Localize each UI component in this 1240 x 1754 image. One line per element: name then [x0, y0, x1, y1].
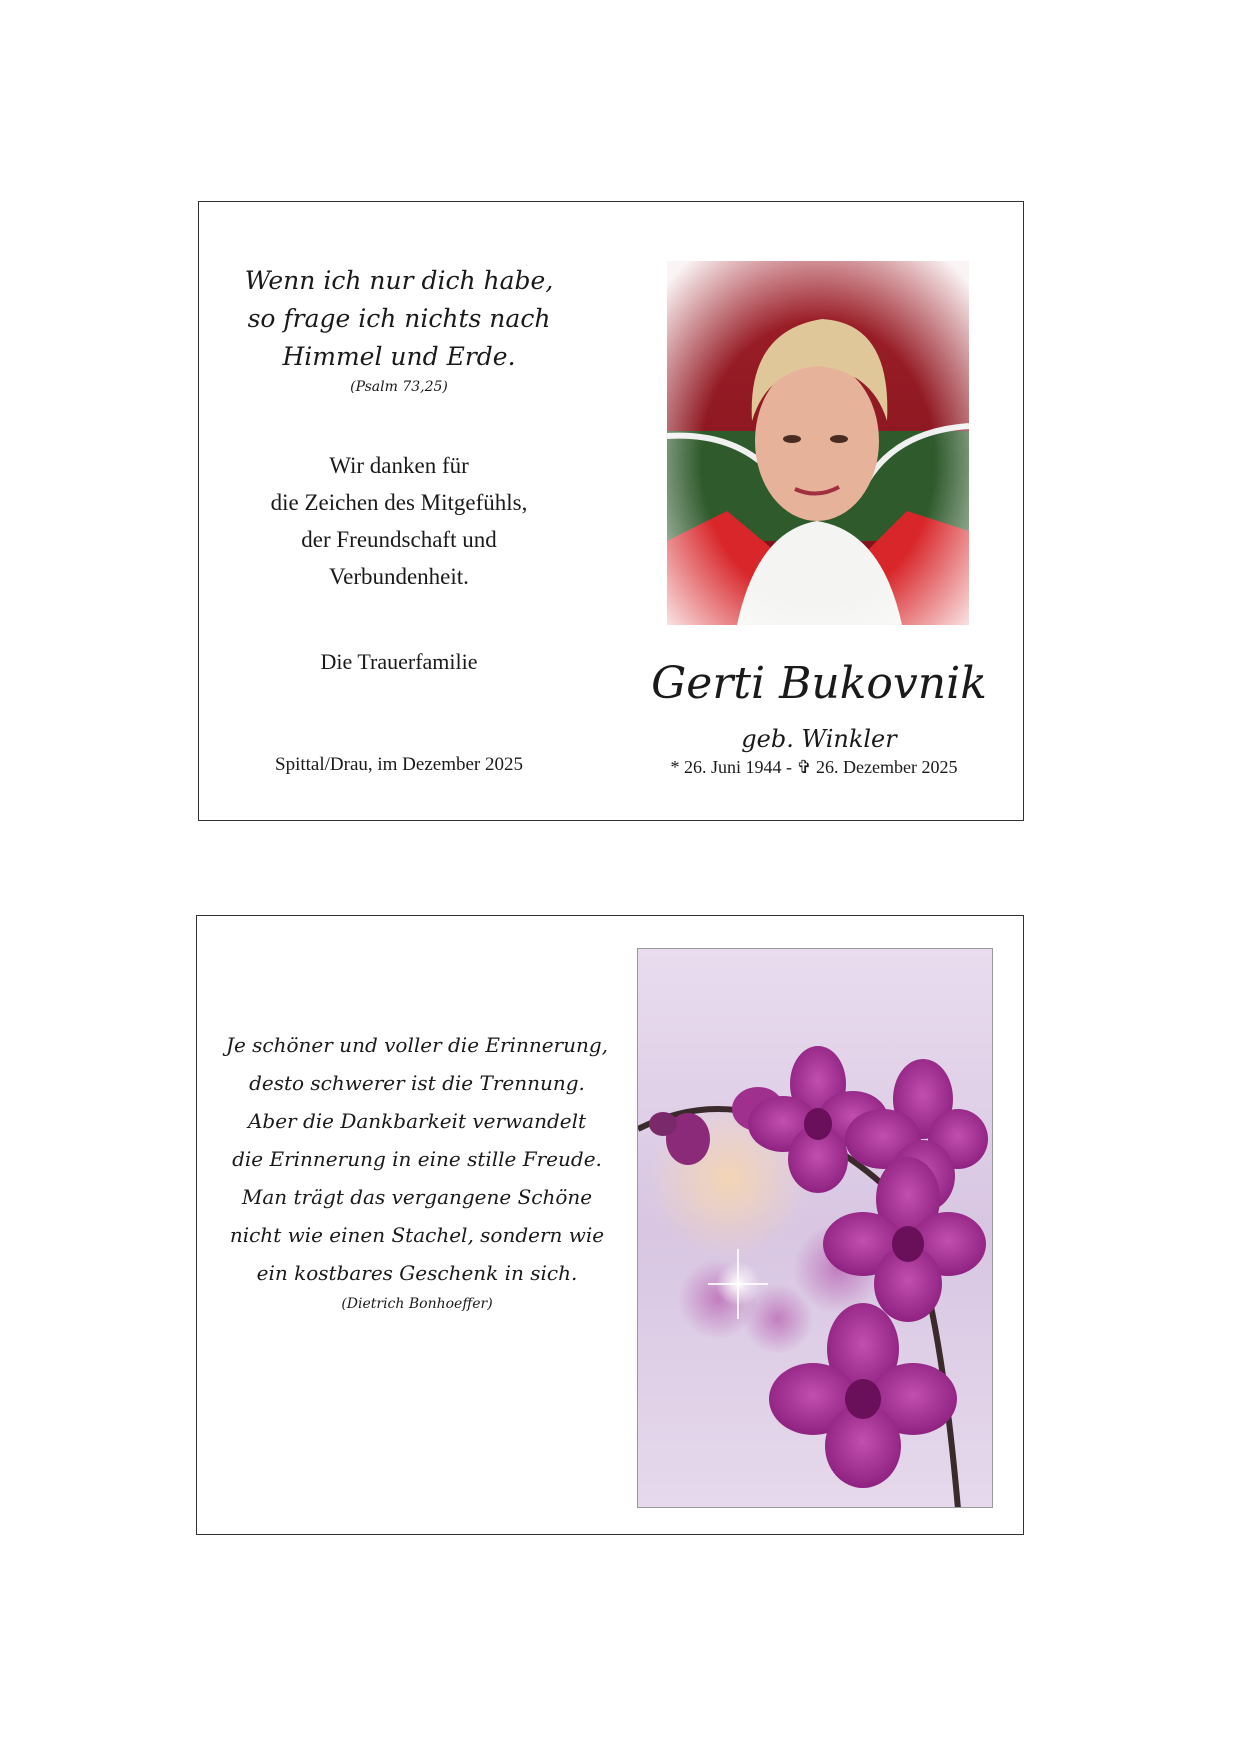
thanks-line: Wir danken für: [329, 453, 469, 478]
quote-line: die Erinnerung in eine stille Freude.: [232, 1147, 602, 1171]
psalm-verse: [239, 262, 559, 398]
orchid-image: [637, 948, 993, 1508]
quote-line: Je schöner und voller die Erinnerung,: [225, 1033, 609, 1057]
thank-you-card-back: [196, 915, 1024, 1535]
psalm-line: Wenn ich nur dich habe,: [244, 266, 554, 295]
psalm-reference: (Psalm 73,25): [350, 379, 448, 395]
signature: Die Trauerfamilie: [320, 649, 478, 674]
quote-line: ein kostbares Geschenk in sich.: [256, 1261, 578, 1285]
place-date: Spittal/Drau, im Dezember 2025: [275, 754, 523, 775]
deceased-name: Gerti Bukovnik: [651, 658, 987, 709]
portrait-photo: [667, 261, 969, 625]
thanks-line: der Freundschaft und: [301, 527, 497, 552]
psalm-line: Himmel und Erde.: [282, 342, 516, 371]
thanks-line: die Zeichen des Mitgefühls,: [270, 490, 528, 515]
quote-line: nicht wie einen Stachel, sondern wie: [229, 1223, 605, 1247]
quote-line: desto schwerer ist die Trennung.: [249, 1071, 585, 1095]
quote-line: Aber die Dankbarkeit verwandelt: [247, 1109, 587, 1133]
thank-you-card-front: [198, 201, 1024, 821]
quote-reference: (Dietrich Bonhoeffer): [341, 1296, 493, 1312]
thanks-line: Verbundenheit.: [329, 564, 469, 589]
bonhoeffer-quote: [217, 1026, 617, 1316]
psalm-line: so frage ich nichts nach: [247, 304, 551, 333]
maiden-name: geb. Winkler: [741, 725, 897, 753]
thanks-text: [239, 447, 559, 595]
quote-line: Man trägt das vergangene Schöne: [241, 1185, 593, 1209]
life-dates: * 26. Juni 1944 - ✞ 26. Dezember 2025: [670, 757, 958, 777]
